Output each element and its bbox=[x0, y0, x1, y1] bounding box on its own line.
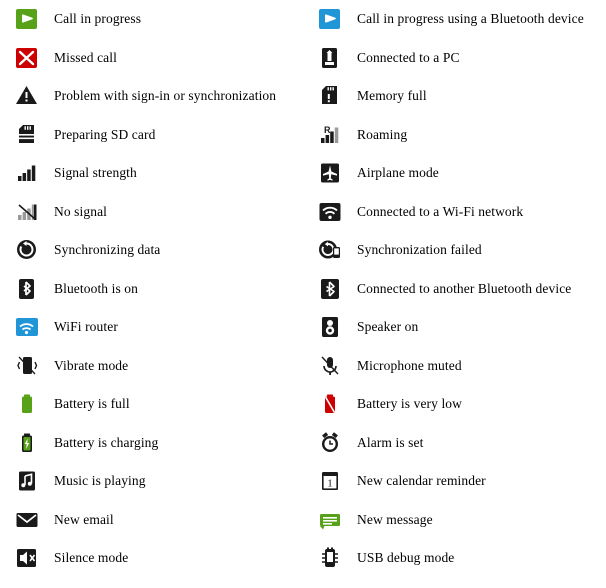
list-item bbox=[0, 539, 303, 578]
list-item bbox=[0, 424, 303, 463]
call-in-progress-icon bbox=[0, 6, 54, 32]
list-item-label: Microphone muted bbox=[357, 357, 462, 373]
roaming-icon bbox=[303, 122, 357, 148]
list-item bbox=[303, 539, 606, 578]
bluetooth-on-icon bbox=[0, 276, 54, 302]
connected-to-pc-icon bbox=[303, 45, 357, 71]
airplane-mode-icon bbox=[303, 160, 357, 186]
list-item-label: Vibrate mode bbox=[54, 357, 129, 373]
list-item-label: Synchronization failed bbox=[357, 242, 482, 258]
list-item bbox=[0, 347, 303, 386]
list-item bbox=[0, 0, 303, 39]
list-item-label: Music is playing bbox=[54, 473, 146, 489]
list-item bbox=[303, 193, 606, 232]
list-item bbox=[303, 154, 606, 193]
speaker-on-icon bbox=[303, 314, 357, 340]
list-item bbox=[0, 308, 303, 347]
list-item bbox=[0, 231, 303, 270]
silence-mode-icon bbox=[0, 545, 54, 571]
list-item bbox=[0, 270, 303, 309]
list-item bbox=[303, 385, 606, 424]
battery-charging-icon bbox=[0, 430, 54, 456]
list-item bbox=[303, 270, 606, 309]
list-item bbox=[0, 39, 303, 78]
calendar-reminder-icon bbox=[303, 468, 357, 494]
list-item bbox=[303, 462, 606, 501]
list-item-label: Call in progress bbox=[54, 11, 142, 27]
microphone-muted-icon bbox=[303, 353, 357, 379]
list-item bbox=[303, 77, 606, 116]
music-playing-icon bbox=[0, 468, 54, 494]
list-item bbox=[303, 424, 606, 463]
list-item bbox=[0, 385, 303, 424]
list-item-label: No signal bbox=[54, 203, 108, 219]
list-item bbox=[303, 308, 606, 347]
list-item-label: Alarm is set bbox=[357, 434, 424, 450]
list-item bbox=[0, 77, 303, 116]
list-item-label: WiFi router bbox=[54, 319, 118, 335]
list-item-label: Speaker on bbox=[357, 319, 419, 335]
list-item bbox=[303, 347, 606, 386]
right-column bbox=[303, 0, 606, 588]
call-bluetooth-icon bbox=[303, 6, 357, 32]
missed-call-icon bbox=[0, 45, 54, 71]
list-item-label: Connected to another Bluetooth device bbox=[357, 280, 572, 296]
list-item-label: New calendar reminder bbox=[357, 473, 486, 489]
list-item-label: USB debug mode bbox=[357, 550, 455, 566]
list-item bbox=[0, 116, 303, 155]
battery-very-low-icon bbox=[303, 391, 357, 417]
list-item bbox=[0, 193, 303, 232]
new-email-icon bbox=[0, 507, 54, 533]
list-item bbox=[303, 231, 606, 270]
signal-strength-icon bbox=[0, 160, 54, 186]
new-message-icon bbox=[303, 507, 357, 533]
usb-debug-icon bbox=[303, 545, 357, 571]
sync-failed-icon bbox=[303, 237, 357, 263]
preparing-sd-card-icon bbox=[0, 122, 54, 148]
list-item-label: Memory full bbox=[357, 88, 427, 104]
vibrate-mode-icon bbox=[0, 353, 54, 379]
list-item-label: New email bbox=[54, 511, 114, 527]
battery-full-icon bbox=[0, 391, 54, 417]
list-item-label: Preparing SD card bbox=[54, 126, 156, 142]
alarm-set-icon bbox=[303, 430, 357, 456]
svg-text:1: 1 bbox=[327, 477, 333, 490]
synchronizing-data-icon bbox=[0, 237, 54, 263]
list-item-label: Battery is very low bbox=[357, 396, 463, 412]
list-item-label: Airplane mode bbox=[357, 165, 439, 181]
list-item-label: Bluetooth is on bbox=[54, 280, 139, 296]
sign-in-sync-problem-icon bbox=[0, 83, 54, 109]
list-item-label: Signal strength bbox=[54, 165, 137, 181]
list-item-label: New message bbox=[357, 511, 433, 527]
memory-full-icon bbox=[303, 83, 357, 109]
list-item bbox=[303, 501, 606, 540]
list-item bbox=[303, 39, 606, 78]
list-item-label: Roaming bbox=[357, 126, 408, 142]
no-signal-icon bbox=[0, 199, 54, 225]
list-item bbox=[303, 116, 606, 155]
list-item-label: Connected to a PC bbox=[357, 49, 460, 65]
list-item bbox=[0, 501, 303, 540]
list-item bbox=[0, 154, 303, 193]
list-item bbox=[303, 0, 606, 39]
bluetooth-connected-icon bbox=[303, 276, 357, 302]
list-item-label: Silence mode bbox=[54, 550, 129, 566]
list-item-label: Call in progress using a Bluetooth device bbox=[357, 11, 584, 27]
list-item-label: Synchronizing data bbox=[54, 242, 161, 258]
list-item-label: Connected to a Wi-Fi network bbox=[357, 203, 524, 219]
list-item-label: Missed call bbox=[54, 49, 117, 65]
wifi-connected-icon bbox=[303, 199, 357, 225]
list-item-label: Battery is full bbox=[54, 396, 130, 412]
list-item-label: Battery is charging bbox=[54, 434, 159, 450]
list-item bbox=[0, 462, 303, 501]
wifi-router-icon bbox=[0, 314, 54, 340]
svg-text:R: R bbox=[324, 124, 331, 135]
list-item-label: Problem with sign-in or synchronization bbox=[54, 88, 277, 104]
